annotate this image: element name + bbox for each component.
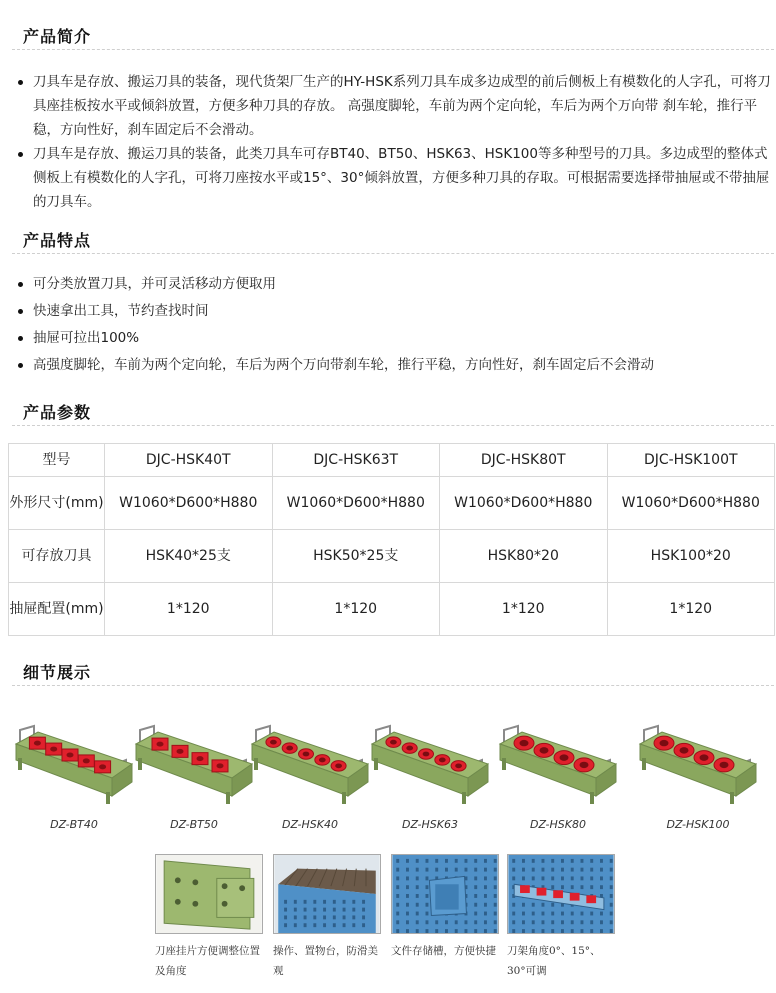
intro-item: 刀具车是存放、搬运刀具的装备，此类刀具车可存BT40、BT50、HSK63、HSK100等多种型号的刀具。多边成型的整体式侧板上有模数化的人字孔，可将刀座按水平或15°、30°倾斜放置，方便多种刀具的存取。可根据需要选择带抽屉或不带抽屉的刀具车。 [14, 142, 776, 214]
table-row [9, 444, 775, 477]
row-label: 型号 [9, 444, 105, 477]
table-cell: 1*120 [272, 583, 440, 636]
table-cell: HSK80*20 [440, 530, 608, 583]
detail-photo-caption: 操作、置物台，防滑美观 [273, 945, 378, 977]
tool-tray-label: DZ-HSK40 [282, 818, 338, 831]
tool-tray-image [636, 712, 760, 812]
tool-tray [248, 712, 372, 831]
features-section-header [12, 228, 774, 254]
intro-section-header [12, 24, 774, 50]
table-cell: DJC-HSK80T [440, 444, 608, 477]
features-title: 产品特点 [23, 231, 92, 250]
tool-tray-image [248, 712, 372, 812]
table-cell: DJC-HSK100T [607, 444, 775, 477]
params-section-header [12, 400, 774, 426]
intro-title: 产品简介 [23, 27, 92, 46]
table-cell: DJC-HSK40T [105, 444, 273, 477]
table-row [9, 477, 775, 530]
detail-photo-caption: 刀架角度0°、15°、30°可调 [507, 945, 601, 977]
detail-photo [155, 854, 265, 981]
tool-tray [496, 712, 620, 831]
feature-item: 高强度脚轮，车前为两个定向轮，车后为两个万向带刹车轮，推行平稳，方向性好，刹车固定后不会滑动 [14, 355, 776, 375]
table-row [9, 583, 775, 636]
intro-list [14, 70, 776, 214]
tool-tray-label: DZ-BT40 [50, 818, 98, 831]
table-cell: 1*120 [105, 583, 273, 636]
row-label: 外形尺寸(mm) [9, 477, 105, 530]
row-label: 可存放刀具 [9, 530, 105, 583]
tool-tray [132, 712, 256, 831]
intro-item: 刀具车是存放、搬运刀具的装备，现代货架厂生产的HY-HSK系列刀具车成多边成型的前后侧板上有模数化的人字孔，可将刀具座挂板按水平或倾斜放置，方便多种刀具的存放。 高强度脚轮，车前为两个定向轮，车后为两个万向带 刹车轮，推行平稳，方向性好，刹车固定后不会滑动。 [14, 70, 776, 142]
table-cell: HSK100*20 [607, 530, 775, 583]
detail-photo-image [273, 854, 381, 934]
params-title: 产品参数 [23, 403, 92, 422]
table-cell: 1*120 [607, 583, 775, 636]
tool-tray-label: DZ-HSK100 [666, 818, 730, 831]
detail-photo-image [391, 854, 499, 934]
feature-item: 可分类放置刀具，并可灵活移动方便取用 [14, 274, 776, 294]
params-table [8, 443, 775, 636]
detail-photo-image [155, 854, 263, 934]
tool-tray-gallery [0, 712, 776, 842]
row-label: 抽屉配置(mm) [9, 583, 105, 636]
table-cell: 1*120 [440, 583, 608, 636]
detail-photo-caption: 文件存储槽，方便快捷 [391, 945, 496, 957]
tool-tray [636, 712, 760, 831]
table-cell: HSK40*25支 [105, 530, 273, 583]
table-cell: W1060*D600*H880 [607, 477, 775, 530]
table-cell: W1060*D600*H880 [272, 477, 440, 530]
detail-photo [273, 854, 383, 981]
tool-tray-image [496, 712, 620, 812]
table-row [9, 530, 775, 583]
table-cell: W1060*D600*H880 [440, 477, 608, 530]
detail-photo-caption: 刀座挂片方便调整位置及角度 [155, 945, 260, 977]
feature-item: 快速拿出工具，节约查找时间 [14, 301, 776, 321]
detail-photo [507, 854, 617, 981]
detail-title: 细节展示 [23, 663, 92, 682]
detail-section-header [12, 660, 774, 686]
detail-photo-row [155, 854, 625, 984]
tool-tray-label: DZ-HSK63 [402, 818, 458, 831]
tool-tray-image [368, 712, 492, 812]
table-cell: HSK50*25支 [272, 530, 440, 583]
detail-photo-image [507, 854, 615, 934]
tool-tray-label: DZ-HSK80 [530, 818, 586, 831]
tool-tray-label: DZ-BT50 [170, 818, 218, 831]
tool-tray-image [132, 712, 256, 812]
table-cell: W1060*D600*H880 [105, 477, 273, 530]
tool-tray-image [12, 712, 136, 812]
table-cell: DJC-HSK63T [272, 444, 440, 477]
tool-tray [12, 712, 136, 831]
tool-tray [368, 712, 492, 831]
detail-photo [391, 854, 501, 961]
features-list [14, 274, 776, 382]
feature-item: 抽屉可拉出100% [14, 328, 776, 348]
